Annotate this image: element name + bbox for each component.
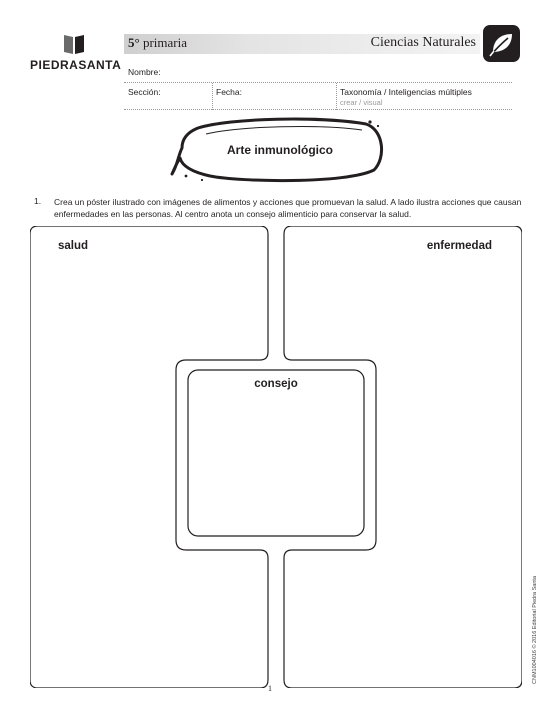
section-field-label: Sección:	[128, 87, 161, 97]
poster-frame	[30, 226, 522, 688]
activity-number: 1.	[34, 196, 42, 206]
publisher-logo-icon	[62, 33, 86, 55]
poster-area	[30, 226, 522, 688]
field-divider	[212, 83, 213, 110]
taxonomy-detail: crear / visual	[340, 98, 383, 107]
copyright-note: CNM1004016 © 2016 Editorial Piedra Santa	[532, 575, 538, 684]
salud-panel[interactable]	[30, 226, 268, 688]
grade-number: 5°	[128, 35, 140, 50]
enfermedad-panel[interactable]	[284, 226, 522, 688]
name-field-label: Nombre:	[128, 67, 161, 77]
subject-title: Ciencias Naturales	[370, 35, 476, 50]
grade-label	[128, 35, 187, 51]
activity-instruction: Crea un póster ilustrado con imágenes de alimentos y acciones que promuevan la salud. A lado ilustra acciones que causan enfermedades en las personas. Al centro anota un consejo alimenticio para conservar la salud.	[54, 197, 522, 219]
salud-label: salud	[58, 240, 89, 252]
date-field-label: Fecha:	[216, 87, 242, 97]
field-divider	[336, 83, 337, 110]
enfermedad-label: enfermedad	[426, 240, 492, 252]
section-field-line	[124, 109, 512, 110]
activity-title: Arte inmunológico	[227, 143, 333, 157]
consejo-label: consejo	[254, 378, 298, 390]
publisher-name: PIEDRASANTA	[30, 58, 122, 72]
grade-text: primaria	[142, 35, 187, 50]
page-number: 1	[268, 684, 272, 693]
leaf-icon	[483, 25, 520, 62]
consejo-panel[interactable]	[188, 370, 364, 536]
taxonomy-label: Taxonomía / Inteligencias múltiples	[340, 87, 472, 97]
name-field-line[interactable]	[124, 82, 512, 83]
